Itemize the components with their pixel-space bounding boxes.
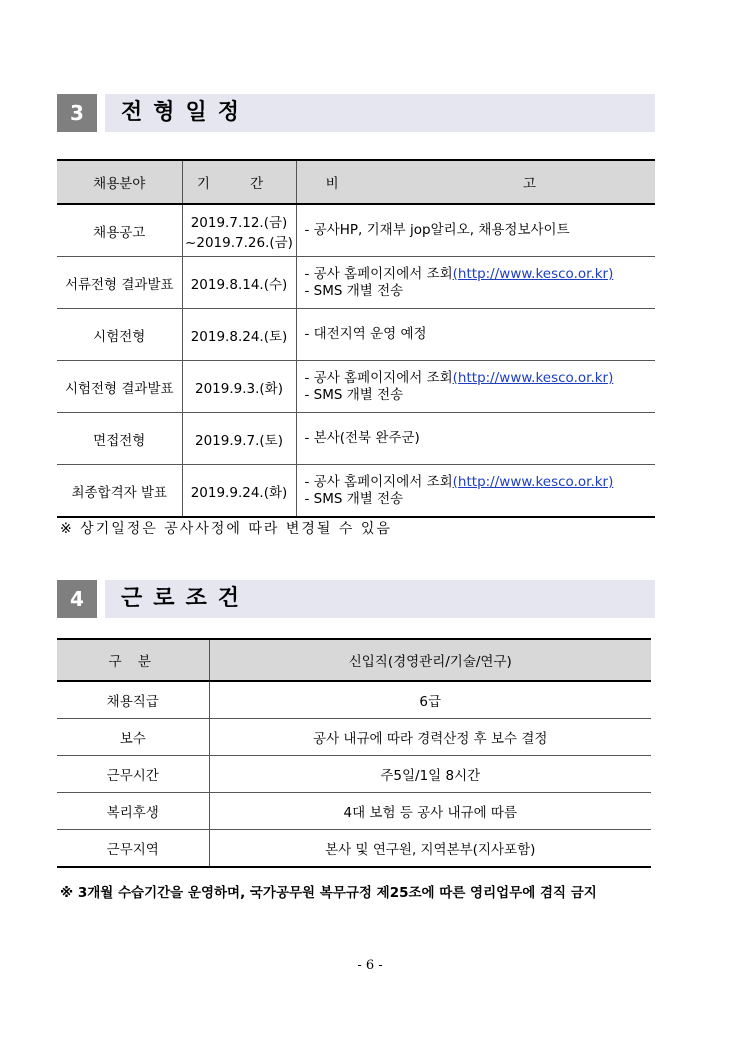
period-line: 2019.8.24.(토) (190, 328, 288, 345)
condition-value: 6급 (209, 681, 651, 719)
section-3-number: 3 (57, 94, 97, 132)
schedule-note: ※ 상기일정은 공사사정에 따라 변경될 수 있음 (60, 521, 392, 537)
note-text: - 공사 홈페이지에서 조회 (304, 369, 453, 386)
section-3-header (57, 94, 655, 132)
period-line: 2019.9.3.(화) (195, 380, 283, 397)
schedule-row (57, 361, 655, 413)
schedule-notes (296, 361, 655, 413)
note-text: - SMS 개별 전송 (304, 490, 404, 507)
homepage-link[interactable]: (http://www.kesco.or.kr) (452, 265, 614, 282)
schedule-row (57, 465, 655, 518)
note-line (305, 222, 656, 239)
conditions-note: ※ 3개월 수습기간을 운영하며, 국가공무원 복무규정 제25조에 따른 영리업무에 겸직 금지 (60, 885, 597, 901)
note-line (305, 370, 656, 387)
note-line (305, 430, 656, 447)
schedule-field: 시험전형 (57, 309, 182, 361)
condition-value: 주5일/1일 8시간 (209, 756, 651, 793)
condition-value: 공사 내규에 따라 경력산정 후 보수 결정 (209, 719, 651, 756)
schedule-table (57, 159, 655, 518)
condition-category: 근무지역 (57, 830, 209, 868)
header-position: 신입직(경영관리/기술/연구) (209, 639, 651, 681)
period-line: 2019.9.7.(토) (195, 432, 283, 449)
schedule-period (182, 309, 296, 361)
schedule-period (182, 361, 296, 413)
note-text: - 대전지역 운영 예정 (304, 326, 427, 342)
schedule-field: 서류전형 결과발표 (57, 257, 182, 309)
conditions-table (57, 638, 651, 868)
schedule-notes (296, 465, 655, 518)
schedule-period (182, 413, 296, 465)
schedule-field: 시험전형 결과발표 (57, 361, 182, 413)
period-line: 2019.7.12.(금) (190, 214, 288, 231)
period-line: ~2019.7.26.(금) (185, 234, 293, 251)
header-category: 구 분 (57, 639, 209, 681)
conditions-row (57, 719, 651, 756)
schedule-notes (296, 413, 655, 465)
schedule-row (57, 204, 655, 257)
conditions-row (57, 756, 651, 793)
conditions-row (57, 830, 651, 868)
note-text: - 공사 홈페이지에서 조회 (304, 473, 453, 490)
period-line: 2019.9.24.(화) (190, 484, 288, 501)
note-line (305, 491, 656, 508)
schedule-period (182, 257, 296, 309)
schedule-notes (296, 257, 655, 309)
note-text: - 공사HP, 기재부 jop알리오, 채용정보사이트 (304, 222, 570, 238)
condition-category: 복리후생 (57, 793, 209, 830)
section-3-title: 전형일정 (121, 100, 251, 125)
schedule-period (182, 465, 296, 518)
page-number: - 6 - (357, 958, 383, 973)
schedule-row (57, 413, 655, 465)
header-notes: 비 고 (296, 160, 655, 204)
note-line (305, 326, 656, 343)
note-text: - 공사 홈페이지에서 조회 (304, 265, 453, 282)
header-period: 기 간 (182, 160, 296, 204)
section-4-number: 4 (57, 580, 97, 618)
condition-category: 근무시간 (57, 756, 209, 793)
conditions-row (57, 681, 651, 719)
section-4-title: 근로조건 (121, 586, 251, 611)
note-line (305, 283, 656, 300)
note-text: - SMS 개별 전송 (304, 386, 404, 403)
note-text: - 본사(전북 완주군) (304, 430, 420, 446)
schedule-notes (296, 204, 655, 257)
schedule-notes (296, 309, 655, 361)
condition-value: 본사 및 연구원, 지역본부(지사포함) (209, 830, 651, 868)
header-field: 채용분야 (57, 160, 182, 204)
schedule-field: 면접전형 (57, 413, 182, 465)
section-4-header (57, 580, 655, 618)
homepage-link[interactable]: (http://www.kesco.or.kr) (452, 473, 614, 490)
schedule-row (57, 257, 655, 309)
conditions-row (57, 793, 651, 830)
note-line (305, 387, 656, 404)
note-line (305, 266, 656, 283)
homepage-link[interactable]: (http://www.kesco.or.kr) (452, 369, 614, 386)
condition-category: 보수 (57, 719, 209, 756)
note-line (305, 474, 656, 491)
schedule-period (182, 204, 296, 257)
schedule-row (57, 309, 655, 361)
schedule-field: 최종합격자 발표 (57, 465, 182, 518)
period-line: 2019.8.14.(수) (190, 276, 288, 293)
conditions-header-row (57, 639, 651, 681)
condition-category: 채용직급 (57, 681, 209, 719)
schedule-field: 채용공고 (57, 204, 182, 257)
condition-value: 4대 보험 등 공사 내규에 따름 (209, 793, 651, 830)
note-text: - SMS 개별 전송 (304, 282, 404, 299)
schedule-header-row (57, 160, 655, 204)
